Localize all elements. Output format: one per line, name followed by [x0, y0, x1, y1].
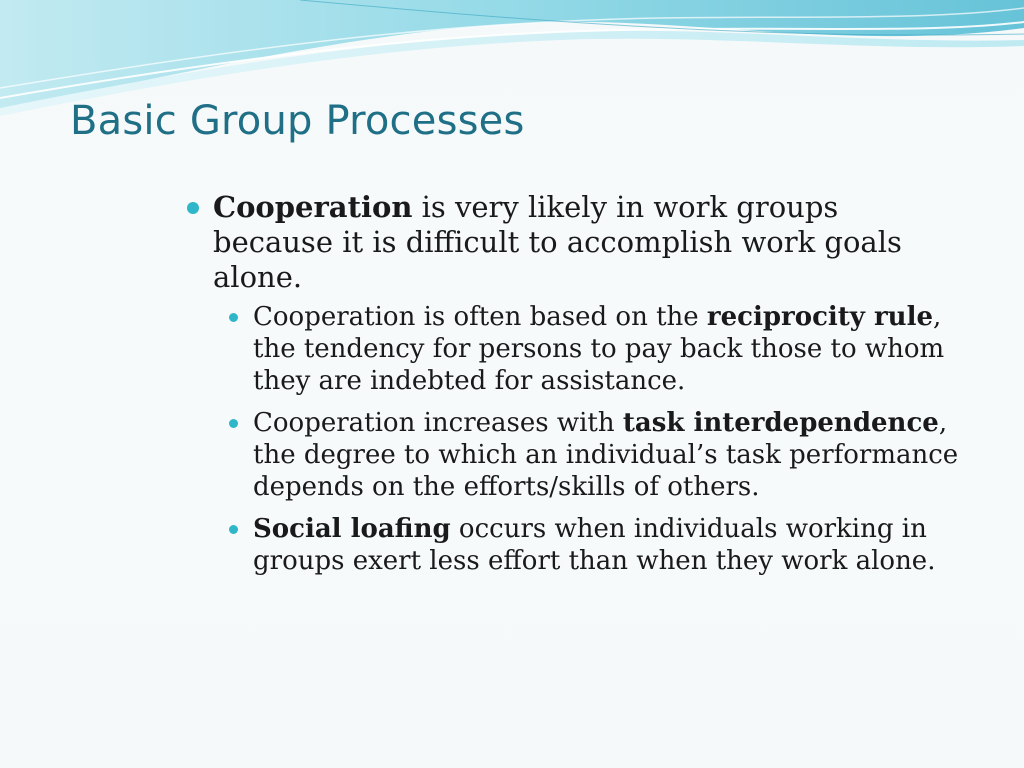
bullet-list — [187, 190, 967, 587]
bullet-dot-icon — [187, 202, 199, 214]
subbullet-text-post: , the degree to which an individual’s task performance depends on the efforts/skills of others. — [253, 408, 959, 502]
bullet-dot-icon — [229, 419, 238, 428]
bullet-dot-icon — [229, 525, 238, 534]
subbullet-text-pre: Cooperation increases with — [253, 408, 623, 438]
term-reciprocity-rule: reciprocity rule — [706, 302, 933, 332]
term-task-interdependence: task interdependence — [622, 408, 939, 438]
subbullet-task-interdependence — [187, 407, 967, 503]
subbullet-reciprocity-rule — [187, 301, 967, 397]
bullet-text: is very likely in work groups because it is difficult to accomplish work goals alone. — [213, 190, 902, 294]
subbullet-text-post: , the tendency for persons to pay back those to whom they are indebted for assistance. — [253, 302, 945, 396]
subbullet-text-pre: Cooperation is often based on the — [253, 302, 707, 332]
subbullet-social-loafing — [187, 513, 967, 577]
subbullet-text-post: occurs when individuals working in groups exert less effort than when they work alone. — [253, 514, 936, 576]
slide-title: Basic Group Processes — [70, 98, 525, 144]
bullet-dot-icon — [229, 313, 238, 322]
term-cooperation: Cooperation — [213, 190, 413, 224]
term-social-loafing: Social loafing — [253, 514, 451, 544]
bullet-cooperation — [187, 190, 967, 295]
